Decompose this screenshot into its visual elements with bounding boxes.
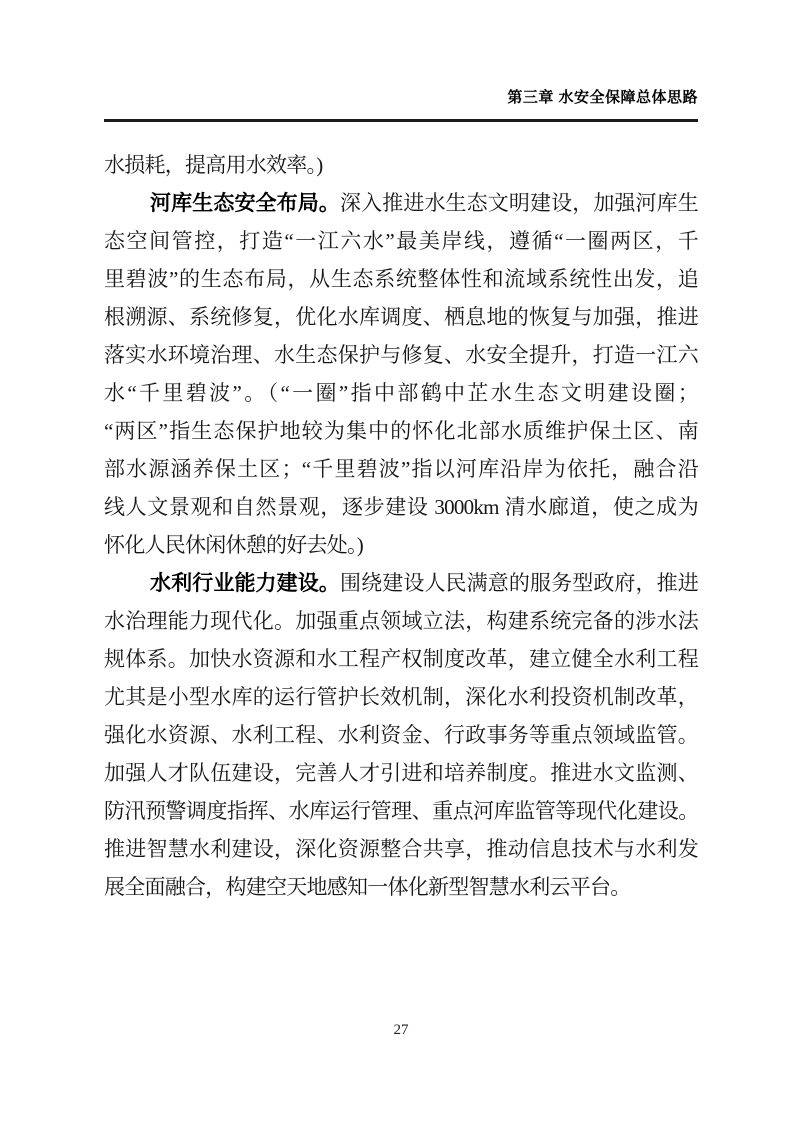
body-line [104,526,698,564]
body-line-text: 水治理能力现代化。加强重点领域立法，构建系统完备的涉水法 [104,609,698,633]
body-line-text: 怀化人民休闲休憩的好去处。) [104,533,363,557]
paragraph-lead-bold: 水利行业能力建设。 [150,572,340,595]
body-line [104,222,698,260]
body-line [104,450,698,488]
body-line-text: 尤其是小型水库的运行管护长效机制，深化水利投资机制改革， [104,685,698,709]
body-line [104,602,698,640]
body-line [104,792,698,830]
body-line [104,754,698,792]
body-line [104,488,698,526]
body-line [104,868,698,906]
body-line [104,260,698,298]
body-line-text: “两区”指生态保护地较为集中的怀化北部水质维护保土区、南 [104,419,698,443]
body-line [104,640,698,678]
body-line-text: 里碧波”的生态布局，从生态系统整体性和流域系统性出发，追 [104,267,698,291]
body-line-text: 围绕建设人民满意的服务型政府，推进 [340,571,699,595]
body-line [104,336,698,374]
header-rule [104,119,698,122]
body-line [104,184,698,222]
body-line [104,830,698,868]
running-header: 第三章 水安全保障总体思路 [507,89,698,106]
body-line-text: 强化水资源、水利工程、水利资金、行政事务等重点领域监管。 [104,723,698,747]
body-line-text: 加强人才队伍建设，完善人才引进和培养制度。推进水文监测、 [104,761,698,785]
body-text [104,146,698,906]
body-line-text: 态空间管控，打造“一江六水”最美岸线，遵循“一圈两区，千 [104,229,698,253]
body-line [104,716,698,754]
body-line-text: 深入推进水生态文明建设，加强河库生 [340,191,699,215]
body-line-text: 水“千里碧波”。（“一圈”指中部鹤中芷水生态文明建设圈； [104,381,698,405]
paragraph-lead-bold: 河库生态安全布局。 [150,192,340,215]
body-line-text: 落实水环境治理、水生态保护与修复、水安全提升，打造一江六 [104,343,698,367]
body-line-text: 部水源涵养保土区；“千里碧波”指以河库沿岸为依托，融合沿 [104,457,698,481]
body-line [104,298,698,336]
body-line [104,412,698,450]
page-number: 27 [393,1022,409,1038]
body-line-text: 规体系。加快水资源和水工程产权制度改革，建立健全水利工程 [104,647,698,671]
body-line-text: 防汛预警调度指挥、水库运行管理、重点河库监管等现代化建设。 [104,799,698,823]
body-line [104,146,698,184]
body-line-text: 线人文景观和自然景观，逐步建设 3000km 清水廊道，使之成为 [104,495,698,519]
body-line-text: 展全面融合，构建空天地感知一体化新型智慧水利云平台。 [104,875,631,899]
body-line-text: 推进智慧水利建设，深化资源整合共享，推动信息技术与水利发 [104,837,698,861]
body-line [104,678,698,716]
body-line [104,564,698,602]
body-line [104,374,698,412]
body-line-text: 水损耗，提高用水效率。) [104,153,323,177]
body-line-text: 根溯源、系统修复，优化水库调度、栖息地的恢复与加强，推进 [104,305,698,329]
